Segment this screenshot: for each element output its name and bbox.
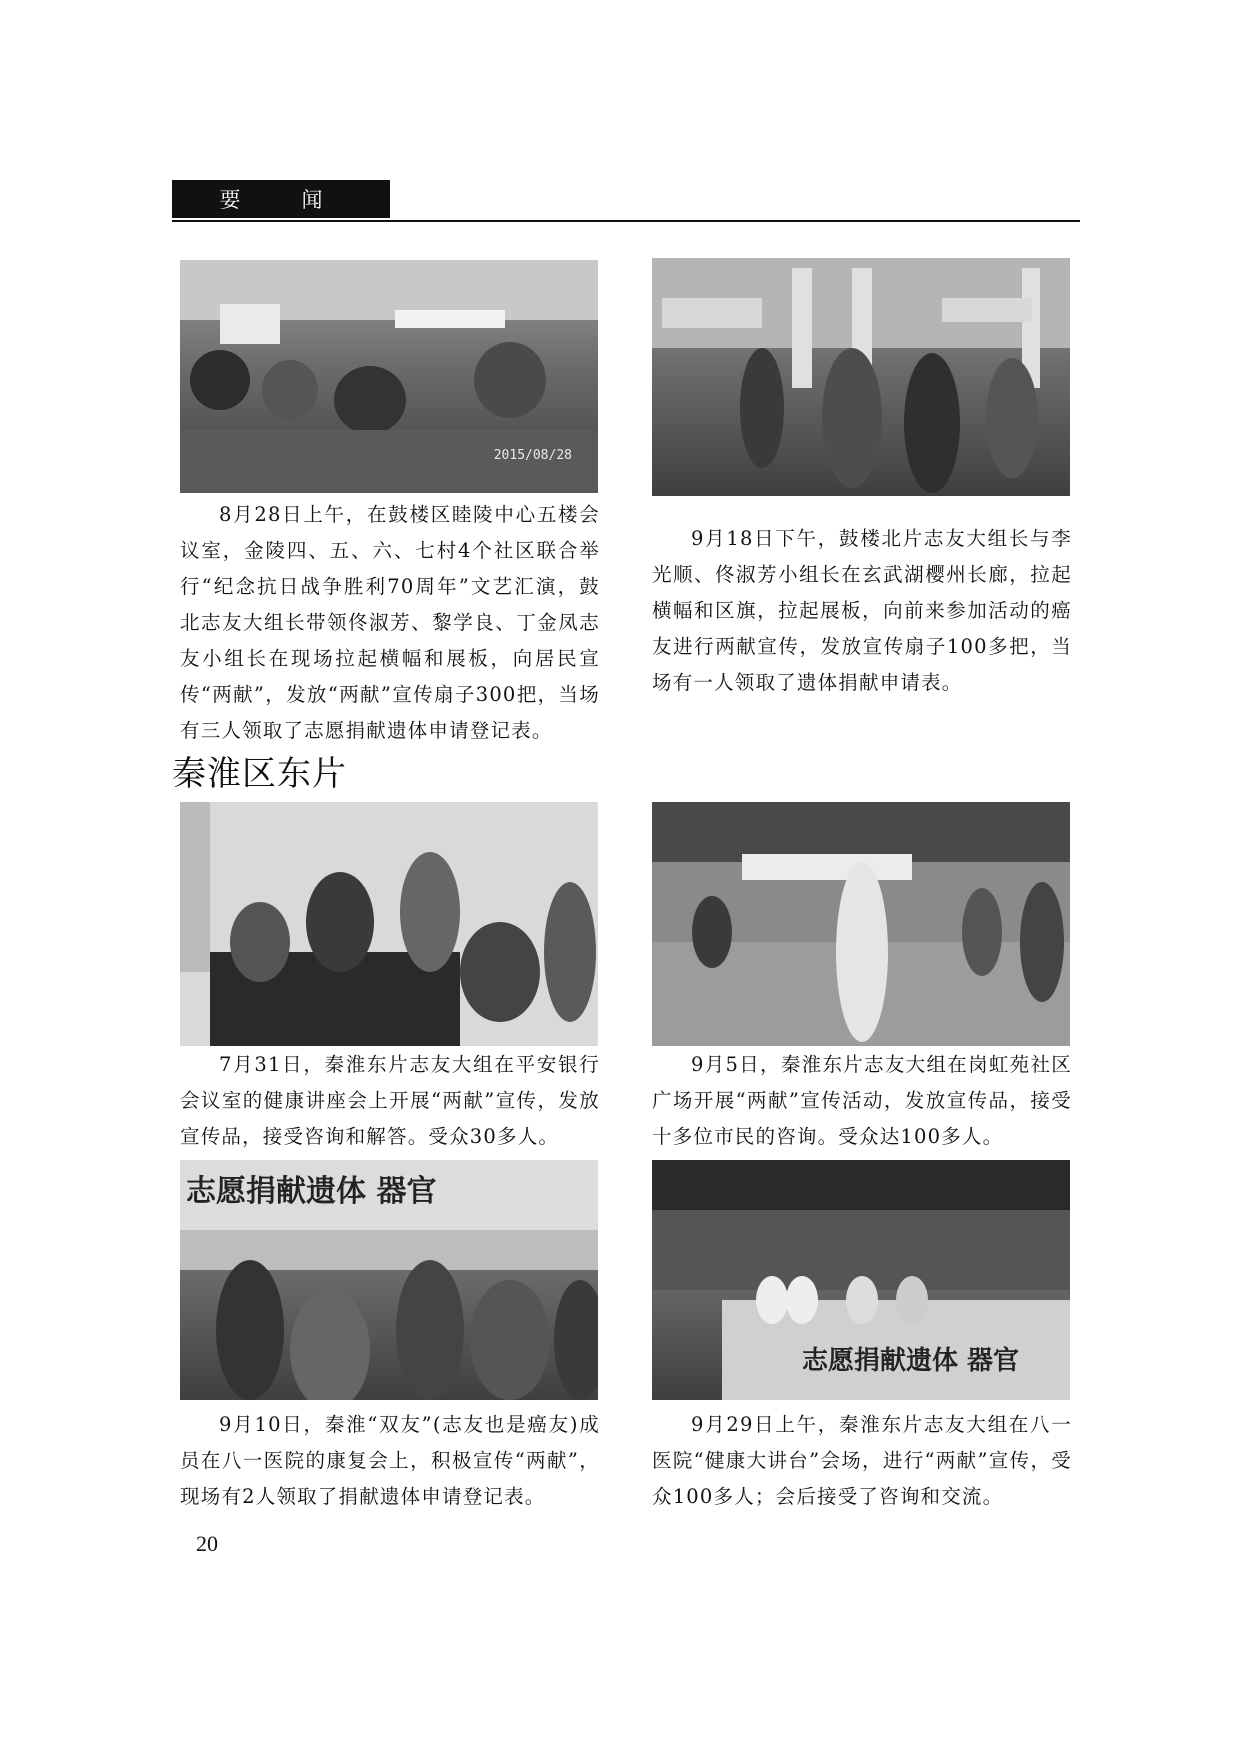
- caption-3: 7月31日，秦淮东片志友大组在平安银行会议室的健康讲座会上开展“两献”宣传，发放宣传品，接受咨询和解答。受众30多人。: [180, 1053, 600, 1148]
- event-photo-5: [180, 1160, 598, 1400]
- photo-banner-text: 志愿捐献遗体 器官: [186, 1174, 437, 1209]
- event-photo-6: [652, 1160, 1070, 1400]
- caption-5: 9月10日，秦淮“双友”(志友也是癌友)成员在八一医院的康复会上，积极宣传“两献”，现场有2人领取了捐献遗体申请登记表。: [180, 1413, 600, 1508]
- section-header-label: 要 闻: [172, 180, 390, 218]
- header-rule: [172, 220, 1080, 222]
- event-photo-3: [180, 802, 598, 1046]
- event-photo-2: [652, 258, 1070, 496]
- caption-2: 9月18日下午，鼓楼北片志友大组长与李光顺、佟淑芳小组长在玄武湖樱州长廊，拉起横幅和区旗，拉起展板，向前来参加活动的癌友进行两献宣传，发放宣传扇子100多把，当场有一人领取了遗体捐献申请表。: [652, 527, 1072, 694]
- photo-banner-text: 志愿捐献遗体 器官: [802, 1346, 1020, 1376]
- caption-1: 8月28日上午，在鼓楼区睦陵中心五楼会议室，金陵四、五、六、七村4个社区联合举行“纪念抗日战争胜利70周年”文艺汇演，鼓北志友大组长带领佟淑芳、黎学良、丁金凤志友小组长在现场拉起横幅和展板，向居民宣传“两献”，发放“两献”宣传扇子300把，当场有三人领取了志愿捐献遗体申请登记表。: [180, 503, 600, 742]
- event-photo-4: [652, 802, 1070, 1046]
- section-title: 秦淮区东片: [172, 754, 347, 794]
- event-photo-1: [180, 260, 598, 493]
- caption-6: 9月29日上午，秦淮东片志友大组在八一医院“健康大讲台”会场，进行“两献”宣传，受众100多人；会后接受了咨询和交流。: [652, 1413, 1072, 1508]
- photo-date-stamp: 2015/08/28: [493, 448, 572, 463]
- caption-4: 9月5日，秦淮东片志友大组在岗虹苑社区广场开展“两献”宣传活动，发放宣传品，接受十多位市民的咨询。受众达100多人。: [652, 1053, 1072, 1148]
- page-number: 20: [196, 1531, 218, 1556]
